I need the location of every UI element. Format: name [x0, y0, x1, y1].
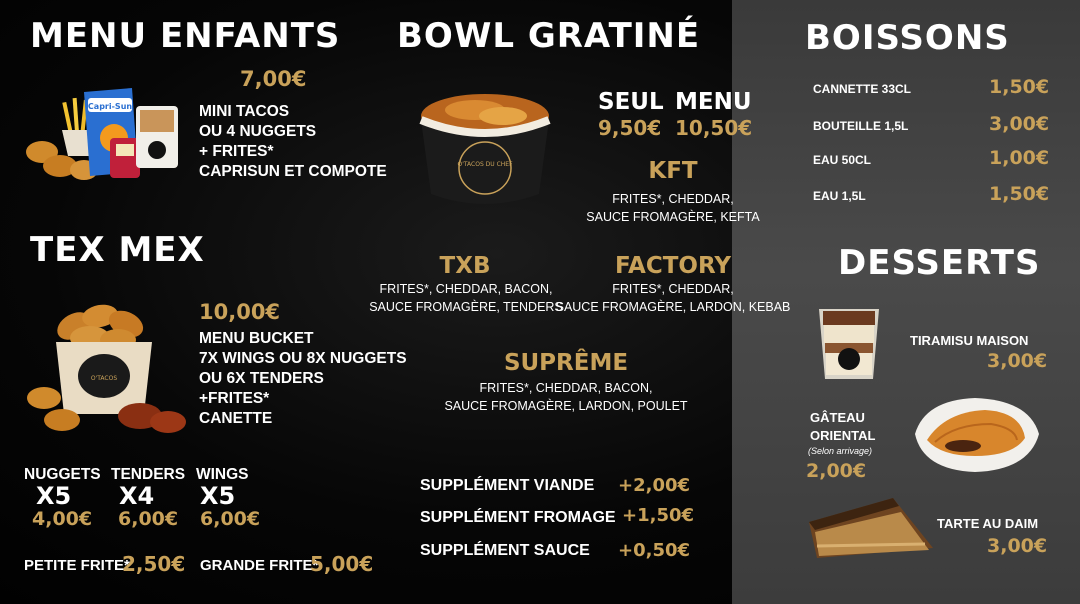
svg-text:O'TACOS: O'TACOS	[90, 375, 118, 382]
bowl-menu-price: 10,50€	[675, 116, 753, 140]
tex-mex-line: OU 6X TENDERS	[199, 370, 324, 387]
tarte-price: 3,00€	[987, 535, 1048, 557]
bowl-brand-text: O'TACOS DU CHEF	[457, 161, 513, 168]
bowl-item-kft-desc	[586, 190, 759, 226]
gateau-label-1: GÂTEAU	[810, 410, 865, 425]
side-wings	[196, 466, 260, 530]
tarte-au-daim-image	[805, 492, 937, 564]
large-fries-label: GRANDE FRITE*	[200, 557, 319, 574]
bowl-item-desc-line: SAUCE FROMAGÈRE, KEFTA	[586, 210, 760, 224]
supplement-sauce-price: +0,50€	[618, 540, 691, 561]
drink-label: BOUTEILLE 1,5L	[813, 119, 909, 133]
bowl-item-desc-line: SAUCE FROMAGÈRE, LARDON, POULET	[444, 399, 688, 413]
bowl-item-desc-line: FRITES*, CHEDDAR,	[612, 192, 734, 206]
side-name: NUGGETS	[24, 466, 101, 483]
side-qty: X4	[119, 482, 155, 510]
tex-mex-line: CANETTE	[199, 410, 273, 427]
tex-mex-price: 10,00€	[199, 300, 281, 324]
side-name: TENDERS	[111, 466, 186, 483]
bowl-seul-price: 9,50€	[598, 116, 662, 140]
bowl-seul-label: SEUL	[598, 89, 664, 115]
supplement-sauce-label: SUPPLÉMENT SAUCE	[420, 542, 590, 559]
drink-label: EAU 50CL	[813, 153, 872, 167]
supplement-viande-label: SUPPLÉMENT VIANDE	[420, 477, 595, 494]
side-price: 6,00€	[200, 508, 261, 530]
drink-label: CANNETTE 33CL	[813, 82, 912, 96]
tiramisu-image	[815, 301, 883, 383]
tex-mex-line: 7X WINGS OU 8X NUGGETS	[199, 350, 407, 367]
bowl-item-desc-line: FRITES*, CHEDDAR,	[612, 282, 734, 296]
menu-enfants-title: MENU ENFANTS	[30, 16, 341, 56]
bowl-item-txb-desc	[369, 280, 563, 316]
bowl-item-factory-name: FACTORY	[614, 253, 732, 279]
bowl-item-kft-name: KFT	[648, 158, 698, 184]
side-qty: X5	[200, 482, 236, 510]
tex-mex-line: MENU BUCKET	[199, 330, 314, 347]
gateau-note: (Selon arrivage)	[808, 446, 873, 456]
tiramisu-price: 3,00€	[987, 350, 1048, 372]
menu-enfants-price: 7,00€	[240, 67, 307, 91]
bowl-item-supreme-name: SUPRÊME	[503, 350, 629, 376]
supplement-fromage-price: +1,50€	[622, 505, 695, 526]
menu-enfants-description	[199, 102, 387, 182]
bowl-title: BOWL GRATINÉ	[397, 16, 701, 56]
tex-mex-description	[199, 329, 407, 429]
bowl-item-desc-line: SAUCE FROMAGÈRE, LARDON, KEBAB	[555, 300, 791, 314]
side-nuggets	[24, 466, 101, 530]
side-tenders	[111, 466, 185, 530]
capri-sun-logo-text: Capri-Sun	[87, 102, 133, 111]
bowl-item-desc-line: FRITES*, CHEDDAR, BACON,	[479, 381, 653, 395]
menu-enfants-line: CAPRISUN ET COMPOTE	[199, 163, 387, 180]
small-fries-price: 2,50€	[122, 552, 186, 576]
menu-enfants-line: OU 4 NUGGETS	[199, 123, 317, 140]
drink-label: EAU 1,5L	[813, 189, 866, 203]
large-fries-price: 5,00€	[310, 552, 374, 576]
bowl-menu-label: MENU	[675, 89, 752, 115]
tex-mex-bucket-image	[22, 290, 192, 440]
side-qty: X5	[36, 482, 72, 510]
drink-price: 1,00€	[989, 147, 1050, 169]
supplement-viande-price: +2,00€	[618, 475, 691, 496]
tex-mex-line: +FRITES*	[199, 390, 270, 407]
bowl-item-desc-line: SAUCE FROMAGÈRE, TENDERS	[369, 300, 563, 314]
bowl-item-txb-name: TXB	[439, 253, 491, 279]
menu-enfants-line: MINI TACOS	[199, 103, 290, 120]
bowl-image	[415, 86, 555, 210]
side-price: 4,00€	[32, 508, 93, 530]
desserts-title: DESSERTS	[838, 243, 1041, 283]
gateau-label-2: ORIENTAL	[810, 428, 876, 443]
tiramisu-label: TIRAMISU MAISON	[910, 333, 1029, 348]
tex-mex-title: TEX MEX	[30, 230, 205, 270]
menu-enfants-line: + FRITES*	[199, 143, 274, 160]
bowl-item-factory-desc	[556, 280, 791, 316]
boissons-title: BOISSONS	[805, 18, 1010, 58]
side-name: WINGS	[196, 466, 249, 483]
supplement-fromage-label: SUPPLÉMENT FROMAGE	[420, 509, 616, 526]
bowl-item-supreme-desc	[444, 379, 687, 415]
tarte-label: TARTE AU DAIM	[937, 516, 1039, 531]
kids-menu-image	[22, 80, 182, 190]
drink-price: 1,50€	[989, 183, 1050, 205]
small-fries-label: PETITE FRITE*	[24, 557, 130, 574]
gateau-oriental-image	[905, 394, 1045, 474]
side-price: 6,00€	[118, 508, 179, 530]
drink-price: 3,00€	[989, 113, 1050, 135]
bowl-item-desc-line: FRITES*, CHEDDAR, BACON,	[379, 282, 553, 296]
drink-price: 1,50€	[989, 76, 1050, 98]
gateau-price: 2,00€	[806, 460, 867, 482]
